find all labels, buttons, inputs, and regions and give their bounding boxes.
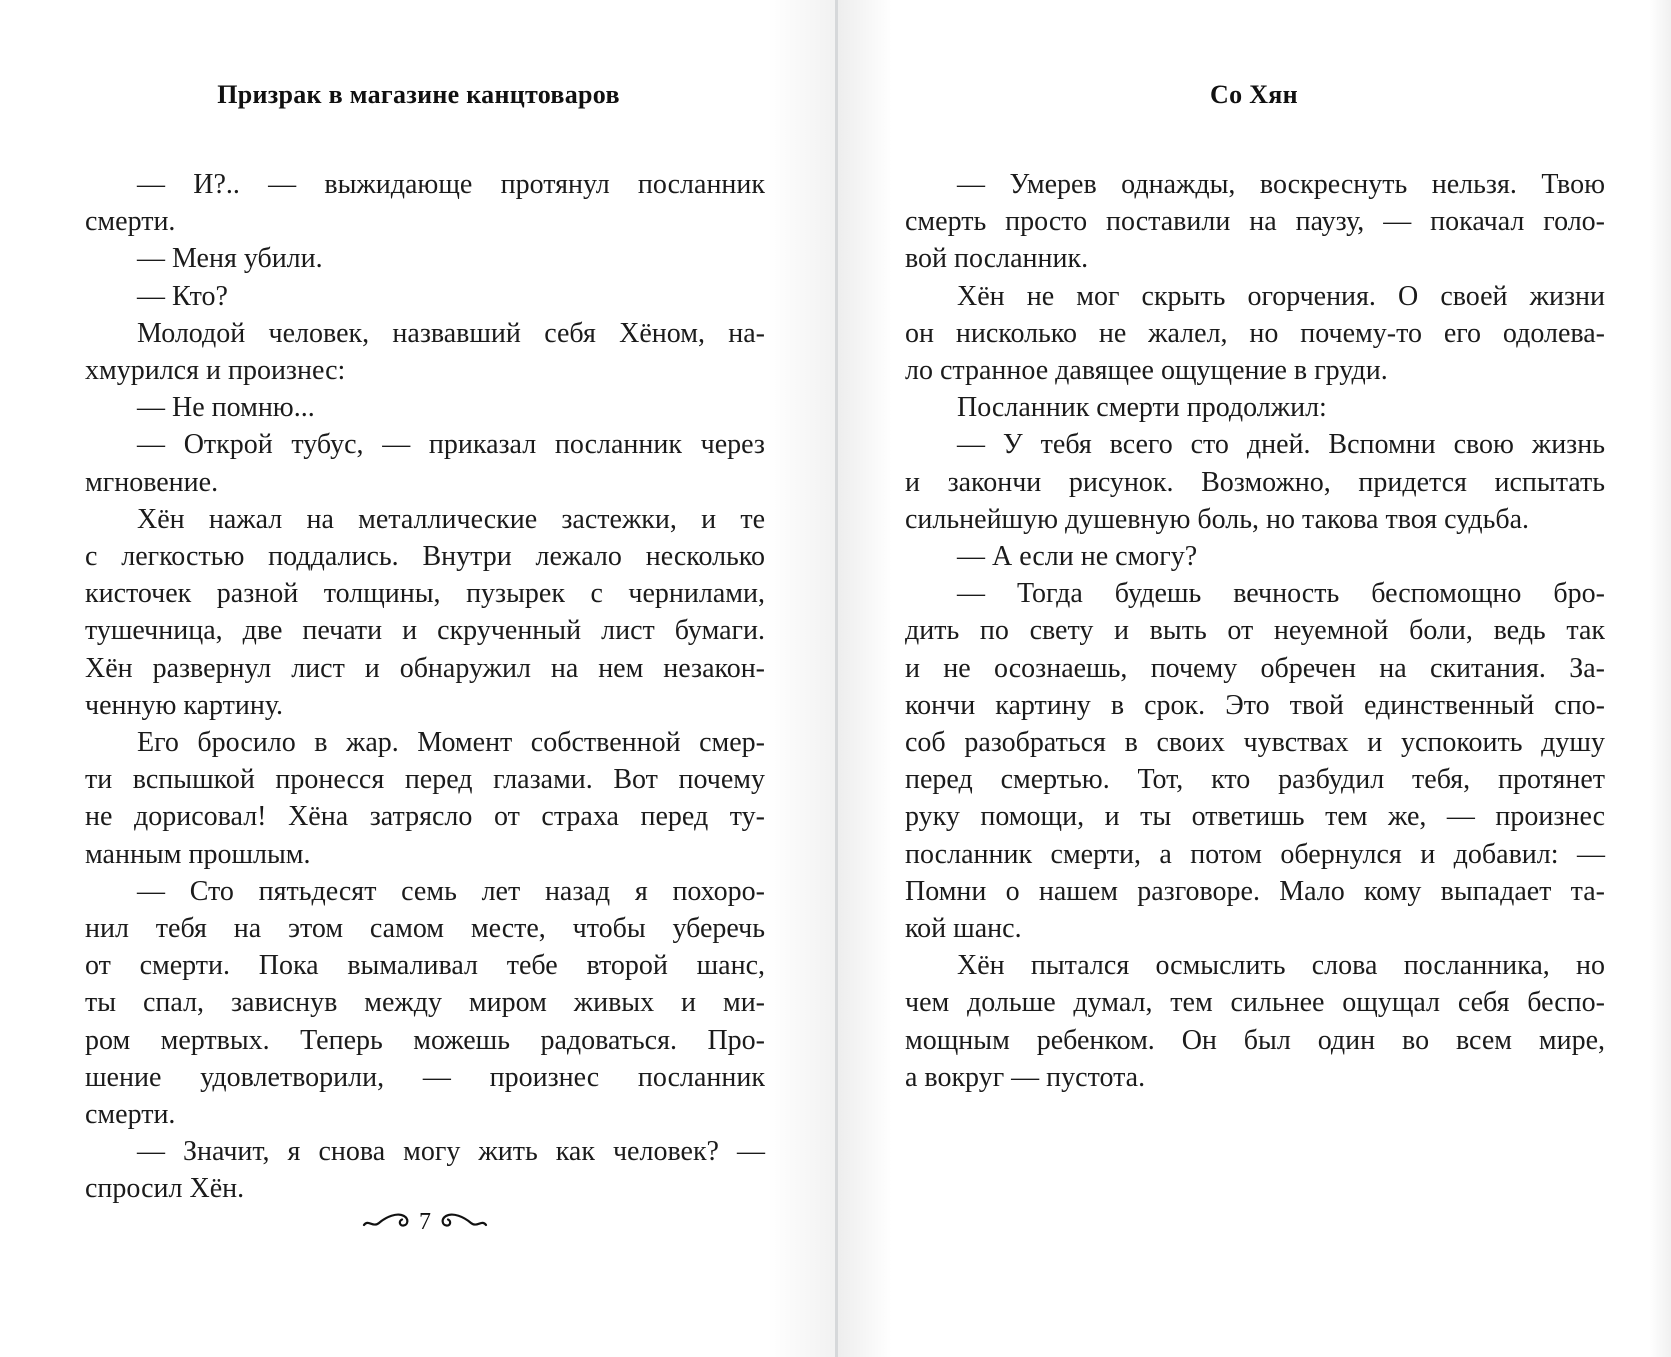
text-line: и закончи рисунок. Возможно, придется испытать [905,466,1605,498]
text-line: ром мертвых. Теперь можешь радоваться. Про- [85,1024,765,1056]
flourish-right-icon [443,1215,486,1226]
text-line: он нисколько не жалел, но почему-то его одолева- [905,317,1605,349]
text-line: Помни о нашем разговоре. Мало кому выпадает та- [905,875,1605,907]
page-number: 7 [419,1209,431,1235]
text-line: с легкостью поддались. Внутри лежало несколько [85,541,765,573]
text-line: кончи картину в срок. Это твой единственный спо- [905,689,1605,721]
text-line: кой шанс. [905,913,1022,945]
flourish-left-icon [364,1215,407,1226]
text-line: руку помощи, и ты ответишь тем же, — произнес [905,801,1605,833]
text-line: Хён развернул лист и обнаружил на нем незакон- [85,652,765,684]
text-line: ти вспышкой пронесся перед глазами. Вот почему [85,764,765,796]
text-line: тушечница, две печати и скрученный лист бумаги. [85,615,765,647]
text-line: нил тебя на этом самом месте, чтобы уберечь [85,913,765,945]
folio-ornament-icon [361,1206,489,1236]
text-line: дить по свету и выть от неуемной боли, ведь так [905,615,1605,647]
text-line: ло странное давящее ощущение в груди. [905,355,1388,387]
right-page-running-title: Со Хян [1210,80,1298,109]
gutter-shadow [837,0,892,1357]
text-line: смерти. [85,1099,176,1131]
text-line: соб разобраться в своих чувствах и успокоить душу [905,727,1605,759]
text-line: кисточек разной толщины, пузырек с чернилами, [85,578,765,610]
text-line: чем дольше думал, тем сильнее ощущал себя беспо- [905,987,1605,1019]
text-line: — Открой тубус, — приказал посланник через [137,429,765,461]
text-line: сильнейшую душевную боль, но такова твоя судьба. [905,503,1530,535]
left-page-body [85,166,765,1208]
left-page-running-title: Призрак в магазине канцтоваров [217,80,620,109]
text-line: — Сто пятьдесят семь лет назад я похоро- [137,875,765,907]
text-line: — Меня убили. [137,243,323,275]
text-line: — Значит, я снова могу жить как человек? — [137,1136,765,1168]
text-line: — У тебя всего сто дней. Вспомни свою жизнь [957,429,1605,461]
left-page-folio [85,1206,765,1236]
text-line: мгновение. [85,466,219,498]
text-line: а вокруг — пустота. [905,1061,1146,1093]
text-line: — А если не смогу? [957,541,1198,573]
text-line: Его бросило в жар. Момент собственной смер- [137,727,765,759]
text-line: — Тогда будешь вечность беспомощно бро- [957,578,1605,610]
text-line: мощным ребенком. Он был один во всем мире, [905,1024,1605,1056]
text-line: Хён не мог скрыть огорчения. О своей жизни [957,280,1605,312]
text-line: Посланник смерти продолжил: [957,392,1327,424]
text-line: и не осознаешь, почему обречен на скитания. За- [905,652,1605,684]
text-line: Хён пытался осмыслить слова посланника, но [957,950,1605,982]
text-line: — Кто? [137,280,228,312]
text-line: от смерти. Пока вымаливал тебе второй шанс, [85,950,765,982]
gutter-shadow [767,0,837,1357]
text-line: Молодой человек, назвавший себя Хёном, на- [137,317,765,349]
page-edge-shadow [1649,0,1671,1357]
text-line: спросил Хён. [85,1173,245,1205]
text-line: смерть просто поставили на паузу, — покачал голо- [905,206,1605,238]
text-line: хмурился и произнес: [85,355,346,387]
text-line: — Умерев однажды, воскреснуть нельзя. Твою [957,169,1605,200]
text-line: посланник смерти, а потом обернулся и добавил: — [905,838,1605,870]
right-page-body [905,166,1605,1096]
text-line: не дорисовал! Хёна затрясло от страха перед ту- [85,801,765,833]
text-line: ченную картину. [85,689,284,721]
text-line: вой посланник. [905,243,1089,275]
text-line: Хён нажал на металлические застежки, и те [137,503,765,535]
text-line: шение удовлетворили, — произнес посланник [85,1061,765,1093]
right-page [837,0,1671,1357]
text-line: ты спал, зависнув между миром живых и ми- [85,987,765,1019]
text-line: — И?.. — выжидающе протянул посланник [137,169,765,200]
text-line: перед смертью. Тот, кто разбудил тебя, протянет [905,764,1605,796]
text-line: смерти. [85,206,176,238]
text-line: манным прошлым. [85,838,311,870]
text-line: — Не помню... [137,392,315,424]
